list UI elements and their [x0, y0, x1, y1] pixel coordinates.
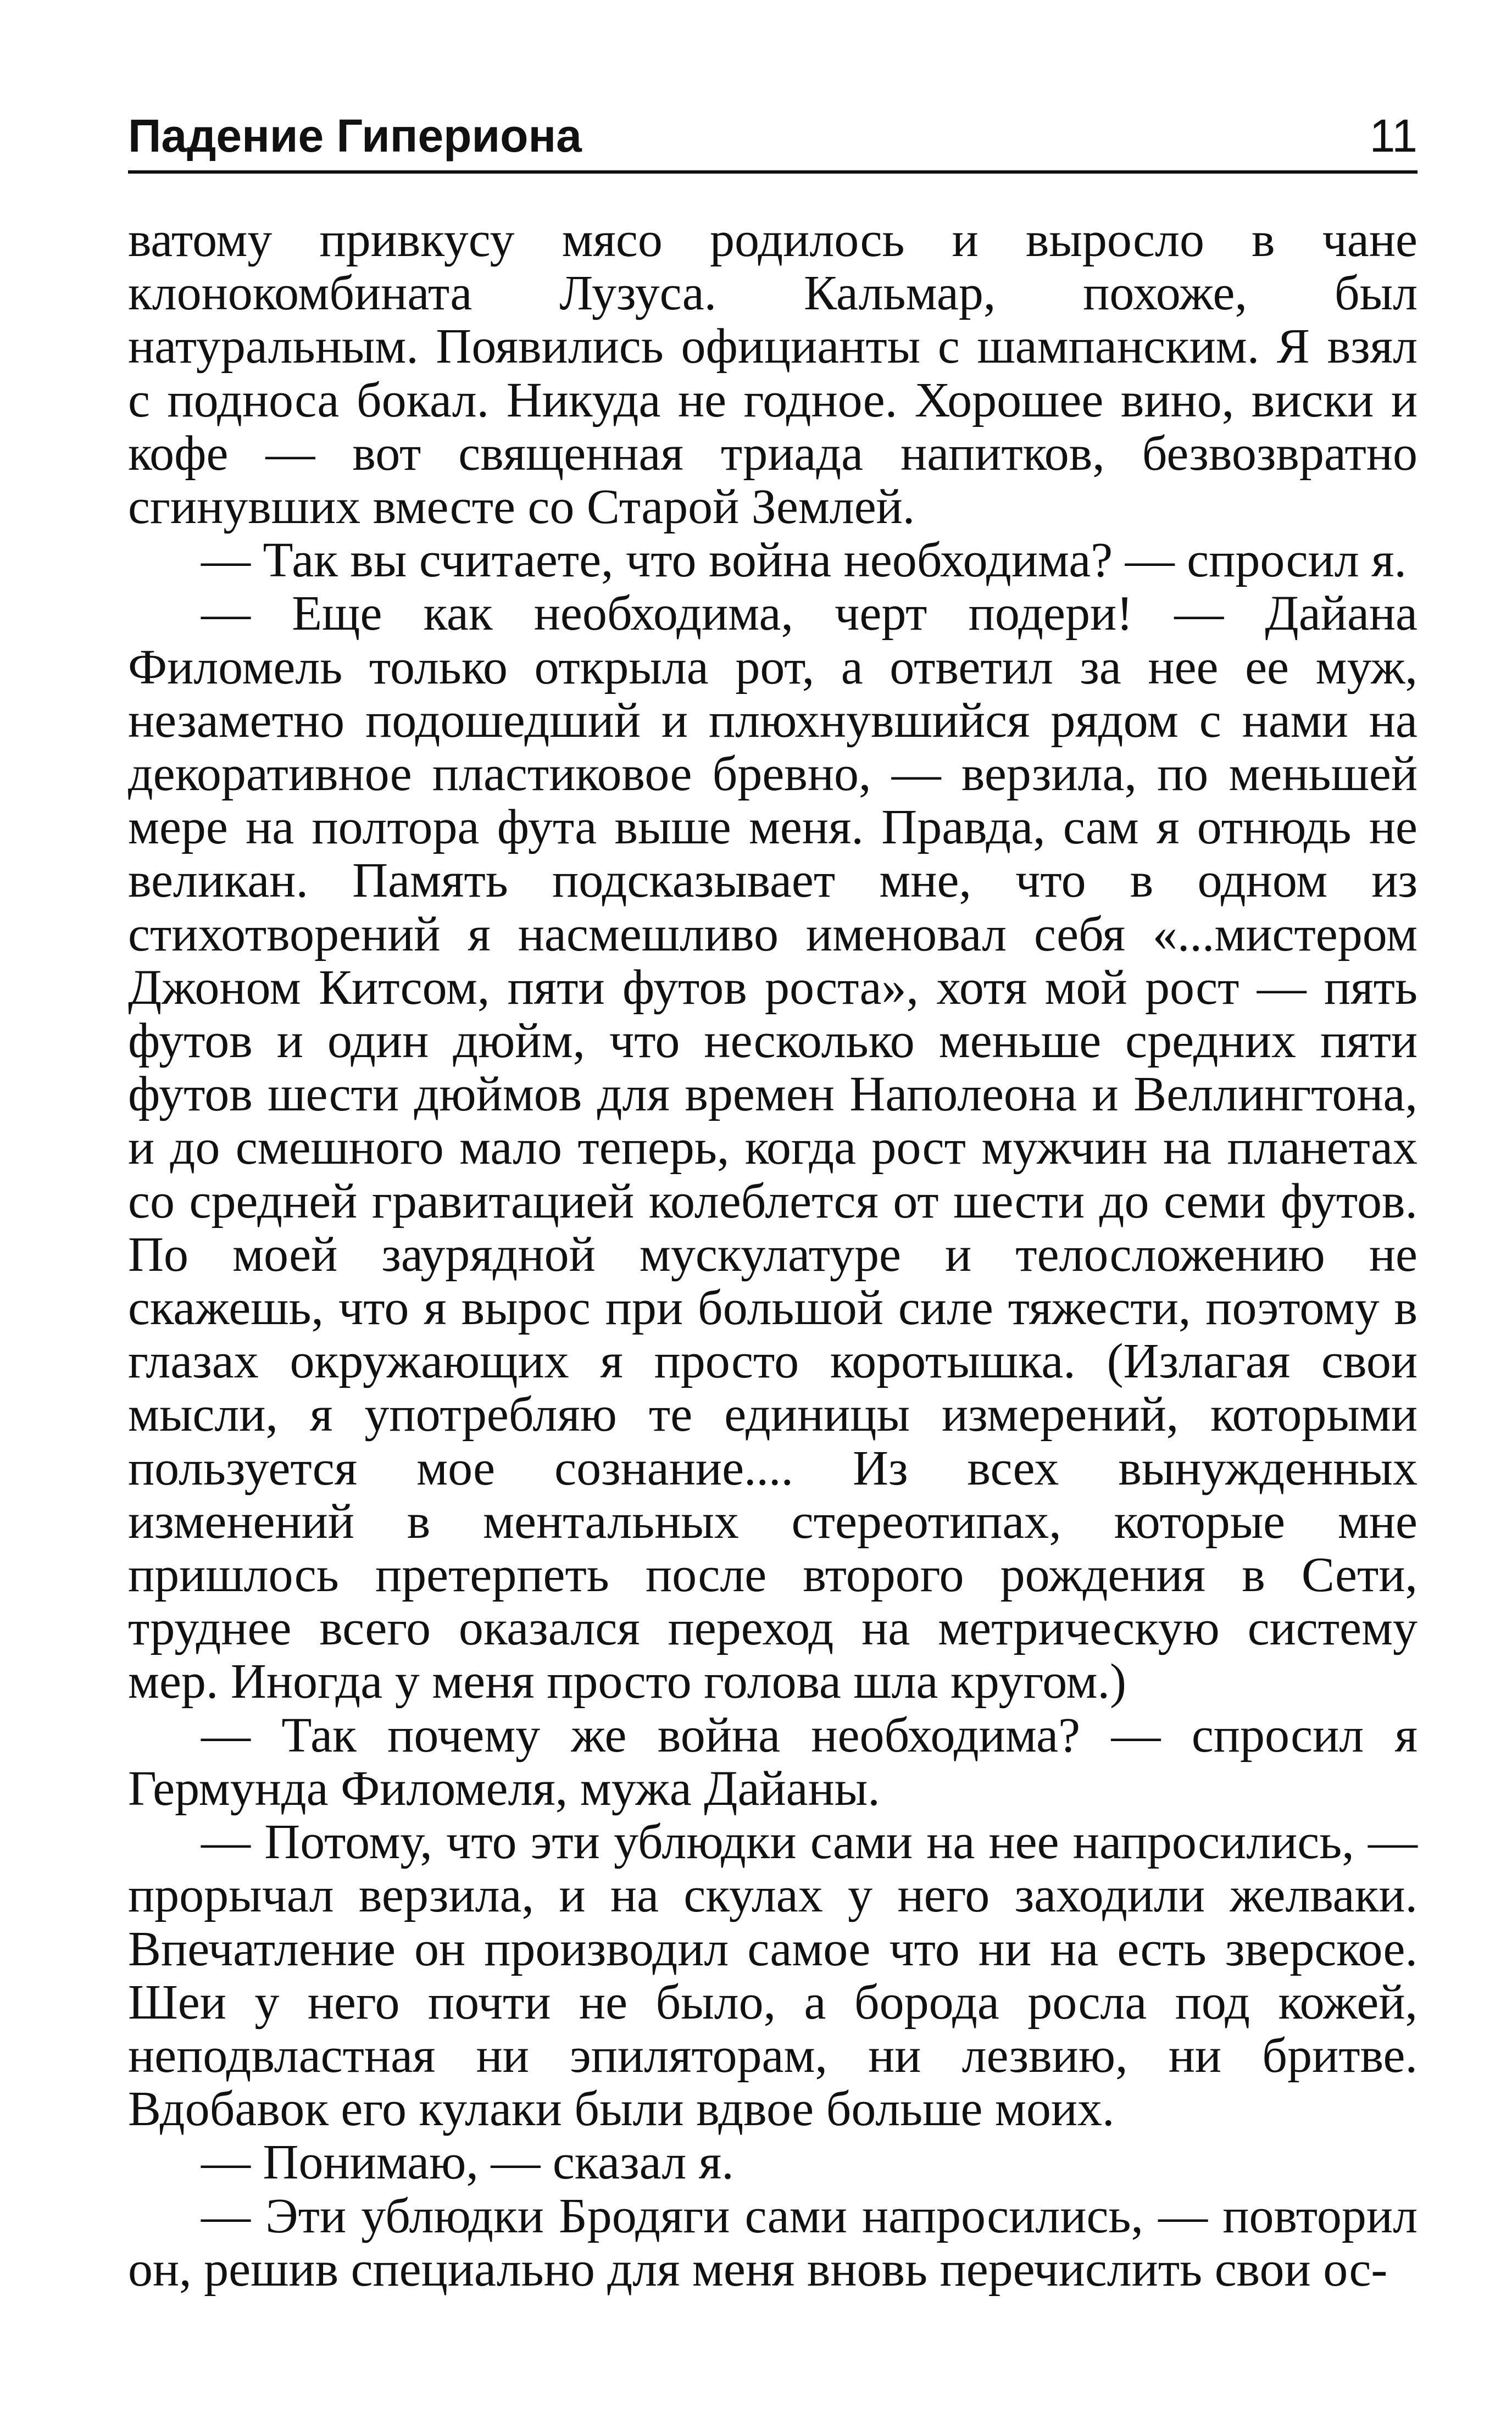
paragraph: — Так почему же война необходима? — спросил я Гермунда Филомеля, мужа Дайаны. — [128, 1708, 1418, 1816]
paragraph: — Так вы считаете, что война необходима? — спросил я. — [201, 533, 1407, 588]
page-number: 11 — [1369, 110, 1418, 162]
body-text — [128, 213, 1418, 2296]
paragraph: — Еще как необходима, черт подери! — Дайана Филомель только открыла рот, а ответил за нее ее муж, незаметно подошедший и плюхнувшийся рядом с нами на декоративное пластиковое бревно, — верзила, по меньшей мере на полтора фута выше меня. Правда, сам я отнюдь не великан. Память подсказывает мне, что в одном из стихотворений я насмешливо именовал себя «...мистером Джоном Китсом, пяти футов роста», хотя мой рост — пять футов и один дюйм, что несколько меньше средних пяти футов шести дюймов для времен Наполеона и Веллингтона, и до смешного мало теперь, когда рост мужчин на планетах со средней гравитацией колеблется от шести до семи футов. По моей заурядной мускулатуре и телосложению не скажешь, что я вырос при большой силе тяжести, поэтому в глазах окружающих я просто коротышка. (Излагая свои мысли, я употребляю те единицы измерений, которыми пользуется мое сознание.... Из всех вынужденных изменений в ментальных стереотипах, которые мне пришлось претерпеть после второго рождения в Сети, труднее всего оказался переход на метрическую систему мер. Иногда у меня просто голова шла кругом.) — [128, 586, 1418, 1709]
running-title: Падение Гипериона — [128, 110, 582, 162]
paragraph: — Потому, что эти ублюдки сами на нее напросились, — прорычал верзила, и на скулах у него заходили желваки. Впечатление он производил самое что ни на есть зверское. Шеи у него почти не было, а борода росла под кожей, неподвластная ни эпиляторам, ни лезвию, ни бритве. Вдобавок его кулаки были вдвое больше моих. — [128, 1815, 1418, 2137]
running-head — [128, 88, 1418, 174]
paragraph: ватому привкусу мясо родилось и выросло в чане клонокомбината Лузуса. Кальмар, похоже, был натуральным. Появились официанты с шампанским. Я взял с подноса бокал. Никуда не годное. Хорошее вино, виски и кофе — вот священная триада напитков, безвозвратно сгинувших вместе со Старой Землей. — [128, 213, 1418, 535]
paragraph: — Эти ублюдки Бродяги сами напросились, — повторил он, решив специально для меня вновь перечислить свои ос- — [128, 2188, 1418, 2297]
paragraph: — Понимаю, — сказал я. — [201, 2135, 734, 2190]
